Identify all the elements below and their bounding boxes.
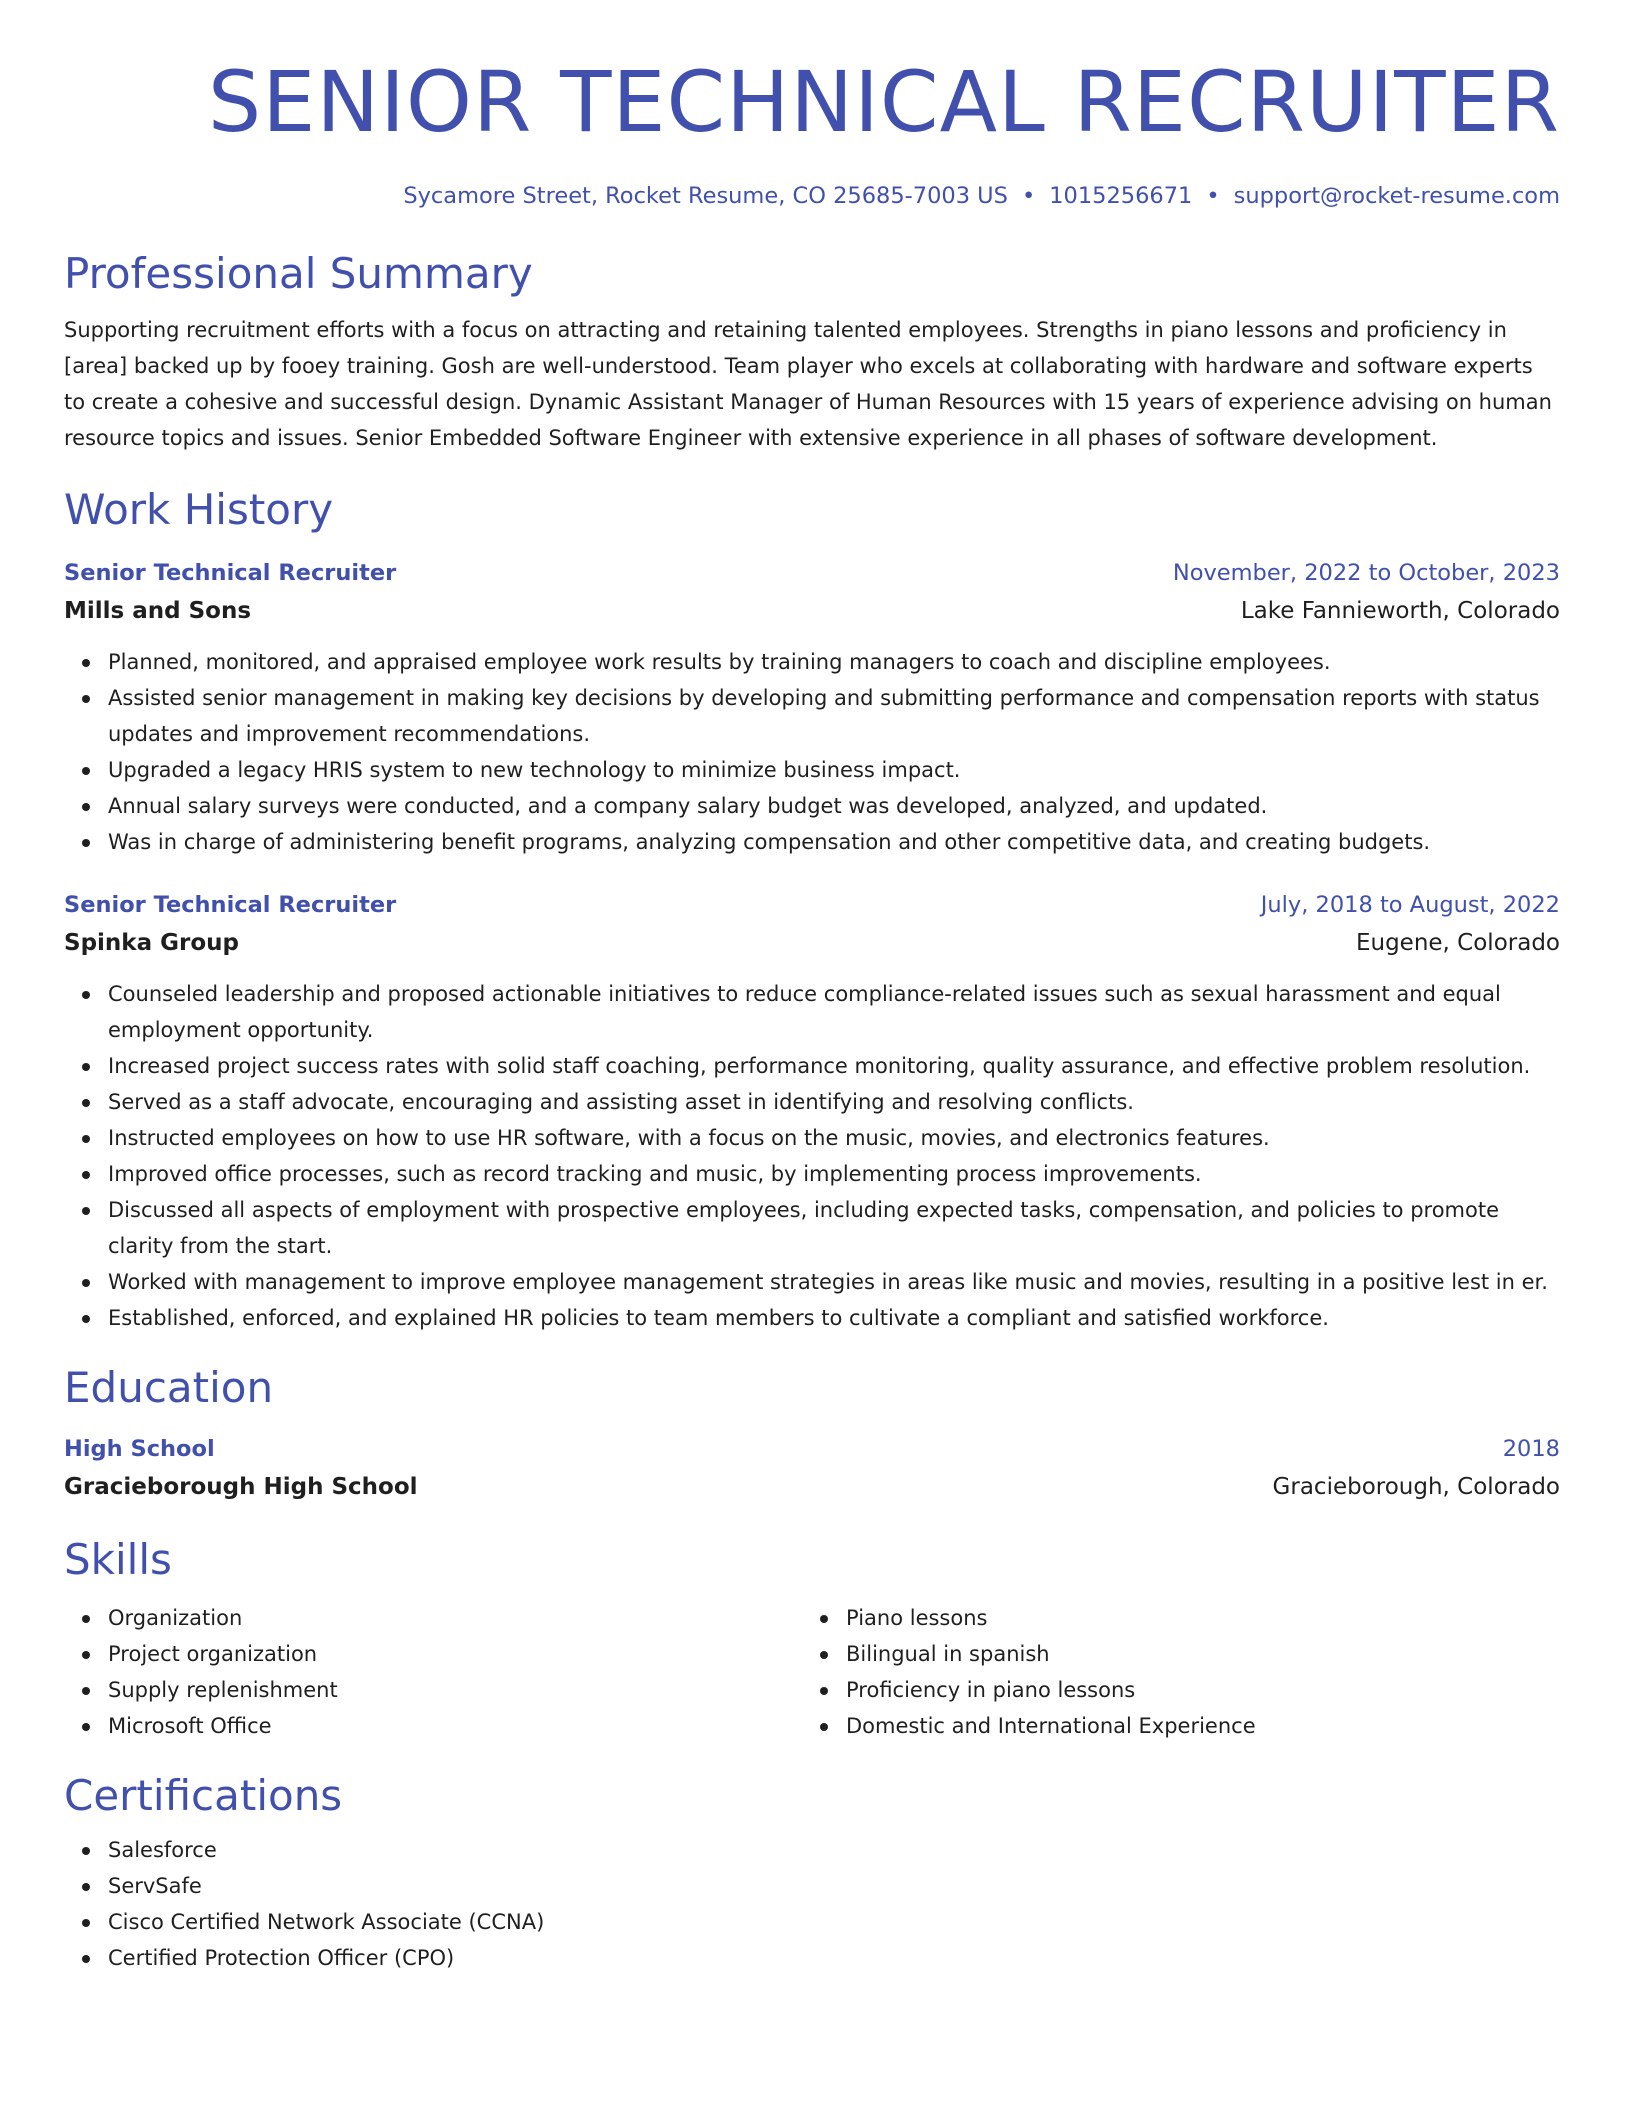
job-bullet: Improved office processes, such as record tracking and music, by implementing process improvements. [64, 1156, 1560, 1192]
skills-column-left [64, 1600, 802, 1744]
job-header-row [64, 886, 1560, 924]
job-dates: November, 2022 to October, 2023 [1172, 560, 1560, 586]
job-bullet: Planned, monitored, and appraised employee work results by training managers to coach and discipline employees. [64, 644, 1560, 680]
education-year: 2018 [1502, 1436, 1560, 1462]
job-bullet-list [64, 644, 1560, 860]
education-header-row [64, 1430, 1560, 1468]
certification-item: Certified Protection Officer (CPO) [64, 1940, 1560, 1976]
skills-column-right [802, 1600, 1540, 1744]
job-header-row [64, 554, 1560, 592]
education-degree: High School [64, 1436, 215, 1462]
skill-item: Bilingual in spanish [802, 1636, 1540, 1672]
job-dates: July, 2018 to August, 2022 [1260, 892, 1560, 918]
job-company-row [64, 924, 1560, 962]
skills-heading: Skills [64, 1535, 172, 1584]
job-location: Lake Fannieworth, Colorado [1240, 598, 1560, 624]
education-location: Gracieborough, Colorado [1272, 1474, 1560, 1500]
skill-item: Domestic and International Experience [802, 1708, 1540, 1744]
candidate-headline: SENIOR TECHNICAL RECRUITER [207, 53, 1560, 151]
certification-item: Salesforce [64, 1832, 1560, 1868]
job-bullet: Increased project success rates with solid staff coaching, performance monitoring, quality assurance, and effective problem resolution. [64, 1048, 1560, 1084]
skill-item: Piano lessons [802, 1600, 1540, 1636]
education-entry [64, 1430, 1560, 1506]
skills-list [802, 1600, 1540, 1744]
skill-item: Supply replenishment [64, 1672, 802, 1708]
job-location: Eugene, Colorado [1355, 930, 1560, 956]
work-history-heading: Work History [64, 485, 334, 534]
job-bullet: Counseled leadership and proposed actionable initiatives to reduce compliance-related issues such as sexual harassment and equal employment opportunity. [64, 976, 1560, 1048]
contact-email: support@rocket-resume.com [1233, 183, 1560, 209]
skills-grid [64, 1600, 1560, 1744]
job-bullet: Assisted senior management in making key decisions by developing and submitting performance and compensation reports with status updates and improvement recommendations. [64, 680, 1560, 752]
job-bullet: Instructed employees on how to use HR software, with a focus on the music, movies, and electronics features. [64, 1120, 1560, 1156]
job-title: Senior Technical Recruiter [64, 560, 397, 586]
education-school-row [64, 1468, 1560, 1506]
contact-separator: • [1206, 183, 1220, 209]
education-school: Gracieborough High School [64, 1474, 418, 1500]
job-company: Mills and Sons [64, 598, 252, 624]
job-bullet: Served as a staff advocate, encouraging and assisting asset in identifying and resolving conflicts. [64, 1084, 1560, 1120]
job-company-row [64, 592, 1560, 630]
education-heading: Education [64, 1363, 274, 1412]
certification-item: Cisco Certified Network Associate (CCNA) [64, 1904, 1560, 1940]
job-bullet: Annual salary surveys were conducted, and a company salary budget was developed, analyzed, and updated. [64, 788, 1560, 824]
contact-line [64, 180, 1560, 212]
job-company: Spinka Group [64, 930, 239, 956]
skill-item: Proficiency in piano lessons [802, 1672, 1540, 1708]
certifications-heading: Certifications [64, 1771, 343, 1820]
job-bullet: Upgraded a legacy HRIS system to new technology to minimize business impact. [64, 752, 1560, 788]
summary-text: Supporting recruitment efforts with a focus on attracting and retaining talented employees. Strengths in piano lessons and proficiency in [area] backed up by fooey training. Gosh are well-understood. Team player who excels at collaborating with hardware and software experts to create a cohesive and successful design. Dynamic Assistant Manager of Human Resources with 15 years of experience advising on human resource topics and issues. Senior Embedded Software Engineer with extensive experience in all phases of software development. [64, 318, 1552, 450]
certifications-list [64, 1832, 1560, 1976]
certification-item: ServSafe [64, 1868, 1560, 1904]
job-bullet: Discussed all aspects of employment with prospective employees, including expected tasks, compensation, and policies to promote clarity from the start. [64, 1192, 1560, 1264]
resume-header [64, 0, 1560, 212]
job-bullet-list [64, 976, 1560, 1336]
contact-separator: • [1021, 183, 1036, 209]
contact-address: Sycamore Street, Rocket Resume, CO 25685-7003 US [403, 183, 1008, 209]
contact-phone: 1015256671 [1049, 183, 1193, 209]
job-entry [64, 554, 1560, 860]
job-bullet: Was in charge of administering benefit programs, analyzing compensation and other competitive data, and creating budgets. [64, 824, 1560, 860]
skill-item: Organization [64, 1600, 802, 1636]
job-entry [64, 886, 1560, 1336]
job-title: Senior Technical Recruiter [64, 892, 397, 918]
skills-list [64, 1600, 802, 1744]
skill-item: Project organization [64, 1636, 802, 1672]
job-bullet: Worked with management to improve employee management strategies in areas like music and movies, resulting in a positive lest in er. [64, 1264, 1560, 1300]
summary-heading: Professional Summary [64, 249, 533, 298]
resume-page [64, 0, 1560, 1976]
skill-item: Microsoft Office [64, 1708, 802, 1744]
job-bullet: Established, enforced, and explained HR policies to team members to cultivate a compliant and satisfied workforce. [64, 1300, 1560, 1336]
